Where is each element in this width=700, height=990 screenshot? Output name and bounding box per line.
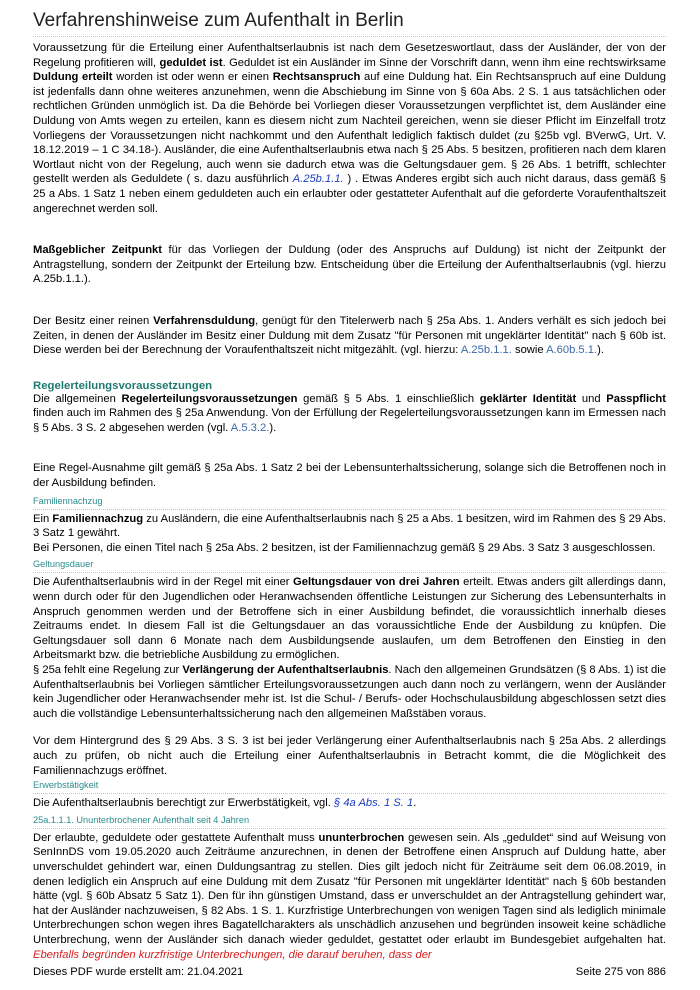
link-a25b-1-1[interactable]: A.25b.1.1. (292, 173, 344, 186)
paragraph-regel-ausnahme: Eine Regel-Ausnahme gilt gemäß § 25a Abs. 1 Satz 2 bei der Lebensunterhaltssicherung, solange sich die Betroffenen noch in der Ausbildung befinden. (33, 462, 666, 490)
subheading-25a-1-1-1: 25a.1.1.1. Ununterbrochener Aufenthalt seit 4 Jahren (33, 814, 666, 829)
paragraph-familiennachzug: Ein Familiennachzug zu Ausländern, die eine Aufenthaltserlaubnis nach § 25 a Abs. 1 besitzen, wird im Rahmen des § 29 Abs. 3 Satz 1 gewährt. (33, 512, 666, 540)
document-page (33, 10, 666, 962)
paragraph-verfahrensduldung: Der Besitz einer reinen Verfahrensduldung, genügt für den Titelerwerb nach § 25a Abs. 1. Anders verhält es sich jedoch bei Zeiten, in denen der Ausländer im Besitz einer Duldung mit dem Zusatz "für Personen mit ungeklärter Identität" nach § 60b ist. Diese werden bei der Berechnung der Voraufenthaltszeit nicht mitgezählt. (vgl. hierzu: A.25b.1.1. sowie A.60b.5.1.). (33, 314, 666, 357)
link-a60b-5-1[interactable]: A.60b.5.1. (546, 344, 598, 357)
paragraph-verlaengerung: § 25a fehlt eine Regelung zur Verlängerung der Aufenthaltserlaubnis. Nach den allgemeinen Grundsätzen (§ 8 Abs. 1) ist die Aufenthaltserlaubnis bei Vorliegen sämtlicher Erteilungsvoraussetzungen auch dann noch zu verlängern, wenn der Ausländer kein Jugendlicher oder Heranwachsender mehr ist. Ist die Schul- / Berufs- oder Hochschulausbildung abgeschlossen setzt dies auch die vollständige Lebensunterhaltssicherung nach den allgemeinen Maßstäben voraus. (33, 664, 666, 720)
subheading-erwerbstaetigkeit: Erwerbstätigkeit (33, 779, 666, 794)
paragraph-duldung-voraussetzung: Voraussetzung für die Erteilung einer Aufenthaltserlaubnis ist nach dem Gesetzeswortlaut, dass der Ausländer, der von der Regelung profitieren will, geduldet ist. Geduldet ist ein Ausländer im Sinne der Vorschrift dann, wenn ihm eine rechtswirksame Duldung erteilt worden ist oder wenn er einen Rechtsanspruch auf eine Duldung hat. Ein Rechtsanspruch auf eine Duldung ist jedenfalls dann ohne weiteres anzunehmen, wenn die Abschiebung im Sinne von § 60a Abs. 2 S. 1 aus tatsächlichen oder rechtlichen Gründen unmöglich ist. Da die Behörde bei Vorliegen dieser Voraussetzungen verpflichtet ist, dem Ausländer eine Duldung von Amts wegen zu erteilen, kann es diesem nicht zum Nachteil gereichen, wenn sie dieser Pflicht im Einzelfall trotz Vorliegens der Voraussetzungen nicht nachkommt und den Aufenthalt lediglich faktisch duldet (zu §25b vgl. BVerwG, Urt. V. 18.12.2019 – 1 C 34.18-). Ausländer, die eine Aufenthaltserlaubnis etwa nach § 25 Abs. 5 besitzen, profitieren nach dem klaren Wortlaut nicht von der Regelung, auch wenn sie dadurch etwa was die Geltungsdauer gem. § 26 Abs. 1 betrifft, schlechter gestellt werden als Geduldete ( s. dazu ausführlich A.25b.1.1. ) . Etwas Anderes ergibt sich auch nicht daraus, dass gemäß § 25 a Abs. 1 Satz 1 neben einem geduldeten auch ein erlaubter oder gestatteter Aufenthalt auf die geforderte Voraufenthaltszeit angerechnet werden soll. (33, 42, 667, 215)
section-heading-regelerteilung: Regelerteilungsvoraussetzungen (33, 379, 213, 392)
link-a25b-1-1[interactable]: A.25b.1.1. (460, 344, 512, 357)
subheading-geltungsdauer: Geltungsdauer (33, 558, 666, 573)
paragraph-erwerbstaetigkeit: Die Aufenthaltserlaubnis berechtigt zur Erwerbstätigkeit, vgl. § 4a Abs. 1 S. 1. (33, 797, 417, 810)
paragraph-ununterbrochen: Der erlaubte, geduldete oder gestattete Aufenthalt muss ununterbrochen gewesen sein. Als „geduldet“ sind auf Weisung von SenInnDS vom 19.05.2020 auch Zeiträume anzurechnen, in denen der Betroffene einen Anspruch auf Duldung hatte, aber unverschuldet gehindert war, einen Duldungsantrag zu stellen. Dies gilt jedoch nicht für Zeiträume seit dem 06.08.2019, in denen lediglich ein Anspruch auf eine Duldung mit dem Zusatz "für Personen mit ungeklärter Identität" nach § 60b bestanden hätte (vgl. § 60b Absatz 5 Satz 1). Den für ihn günstigen Umstand, dass er unverschuldet an der Antragstellung gehindert war, hat der Ausländer nachzuweisen, § 82 Abs. 1 S. 1. Kurzfristige Unterbrechungen von wenigen Tagen sind als lediglich minimale Unterbrechungen schon wegen ihres Bagatellcharakters als unschädlich anzusehen und begründen insoweit keine schädliche Unterbrechung, wenn der Ausländer sich danach wieder geduldet, gestattet oder erlaubt im Bundesgebiet aufgehalten hat. Ebenfalls begründen kurzfristige Unterbrechungen, die darauf beruhen, dass der (33, 831, 666, 961)
footer-created-date: Dieses PDF wurde erstellt am: 21.04.2021 (33, 966, 244, 978)
paragraph-regelerteilung: Die allgemeinen Regelerteilungsvoraussetzungen gemäß § 5 Abs. 1 einschließlich geklärter Identität und Passpflicht finden auch im Rahmen des § 25a Anwendung. Von der Erfüllung der Regelerteilungsvoraussetzungen kann im Ermessen nach § 5 Abs. 3 S. 2 abgesehen werden (vgl. A.5.3.2.). (33, 392, 666, 434)
paragraph-familiennachzug-pruefung: Vor dem Hintergrund des § 29 Abs. 3 S. 3 ist bei jeder Verlängerung einer Aufenthaltserlaubnis nach § 25a Abs. 2 allerdings auch zu prüfen, ob nicht auch die Erteilung einer Aufenthaltserlaubnis in Betracht kommt, die die Möglichkeit des Familiennachzugs eröffnet. (33, 735, 666, 777)
page-footer (33, 966, 666, 978)
paragraph-massgeblicher-zeitpunkt: Maßgeblicher Zeitpunkt für das Vorliegen der Duldung (oder des Anspruchs auf Duldung) ist nicht der Zeitpunkt der Antragstellung, sondern der Zeitpunkt der Erteilung bzw. Entscheidung über die Erteilung der Aufenthaltserlaubnis (vgl. hierzu A.25b.1.1.). (33, 244, 667, 286)
footer-page-number: Seite 275 von 886 (575, 966, 666, 978)
subheading-familiennachzug: Familiennachzug (33, 495, 666, 510)
paragraph-familiennachzug-ausschluss: Bei Personen, die einen Titel nach § 25a Abs. 2 besitzen, ist der Familiennachzug gemäß § 29 Abs. 3 Satz 3 ausgeschlossen. (33, 541, 656, 554)
link-4a-abs-1[interactable]: § 4a Abs. 1 S. 1 (333, 797, 414, 810)
paragraph-geltungsdauer: Die Aufenthaltserlaubnis wird in der Regel mit einer Geltungsdauer von drei Jahren erteilt. Etwas anders gilt allerdings dann, wenn durch oder für den Jugendlichen oder Heranwachsenden öffentliche Leistungen zur Sicherung des Lebensunterhalts in Anspruch genommen werden und der Betroffene sich in einer Ausbildung befindet, die voraussichtlich innerhalb dieses Zeitraums endet. In diesem Fall ist die Geltungsdauer an das voraussichtliche Ende der Ausbildung zu knüpfen. Die Geltungsdauer soll dann 6 Monate nach dem Ausbildungsende auslaufen, um dem Betroffenen den Einstieg in den Arbeitsmarkt bzw. die betriebliche Ausbildung zu ermöglichen. (33, 576, 666, 662)
page-title: Verfahrenshinweise zum Aufenthalt in Berlin (33, 10, 666, 37)
link-a5-3-2[interactable]: A.5.3.2. (230, 421, 270, 434)
